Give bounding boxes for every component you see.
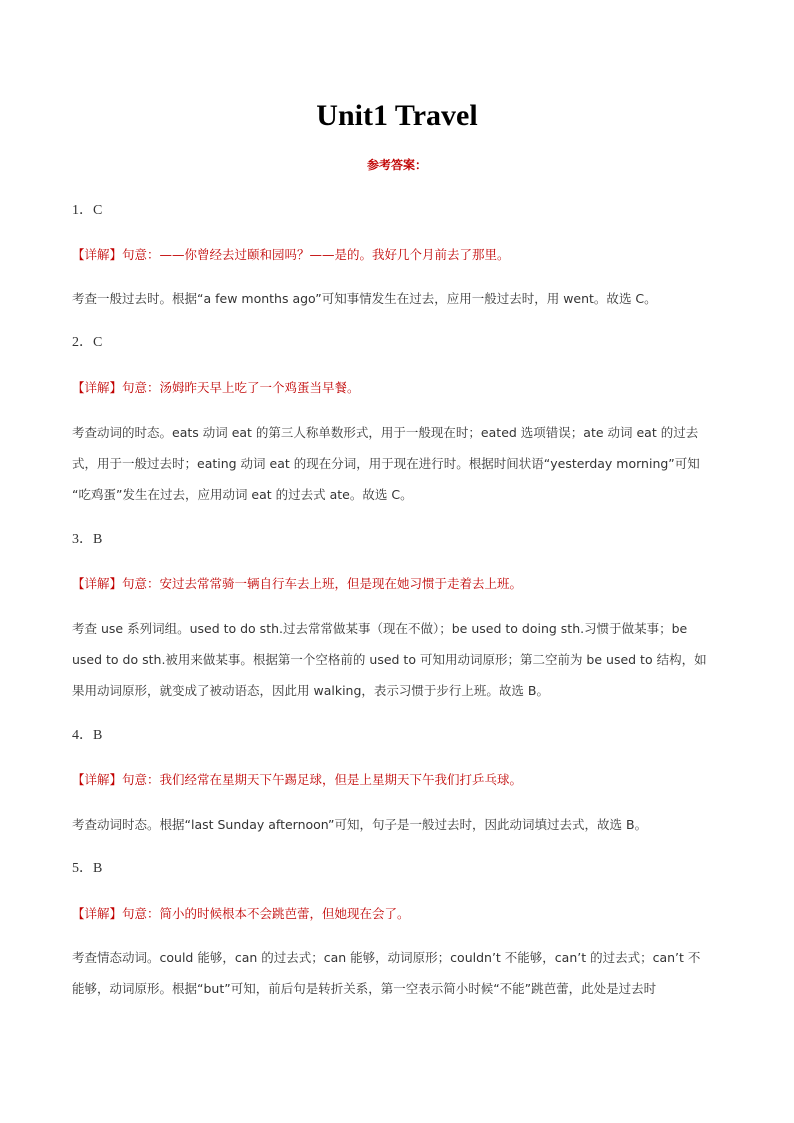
- analysis-line: “吃鸡蛋”发生在过去，应用动词 eat 的过去式 ate。故选 C。: [72, 487, 413, 502]
- translation-text: 句意：汤姆昨天早上吃了一个鸡蛋当早餐。: [122, 380, 360, 395]
- detail-tag: 【详解】: [72, 576, 123, 591]
- detail-line: [72, 905, 732, 923]
- answer-number: 1．C: [72, 203, 103, 218]
- detail-line: [72, 771, 732, 789]
- detail-line: [72, 575, 732, 593]
- translation-text: 句意：我们经常在星期天下午踢足球，但是上星期天下午我们打乒乓球。: [122, 772, 523, 787]
- answer-number: 5．B: [72, 861, 103, 876]
- translation-text: 句意：安过去常常骑一辆自行车去上班，但是现在她习惯于走着去上班。: [122, 576, 523, 591]
- analysis-line: 式，用于一般过去时；eating 动词 eat 的现在分词，用于现在进行时。根据时间状语“yesterday morning”可知: [72, 456, 700, 471]
- answer-key-heading: 参考答案：: [366, 158, 427, 172]
- analysis-line: 考查一般过去时。根据“a few months ago”可知事情发生在过去，应用一般过去时，用 went。故选 C。: [72, 291, 657, 306]
- detail-tag: 【详解】: [72, 906, 123, 921]
- answer-number: 3．B: [72, 532, 103, 547]
- detail-tag: 【详解】: [72, 772, 123, 787]
- analysis-line: 考查动词时态。根据“last Sunday afternoon”可知，句子是一般过去时，因此动词填过去式，故选 B。: [72, 817, 648, 832]
- analysis-line: 考查动词的时态。eats 动词 eat 的第三人称单数形式，用于一般现在时；eated 选项错误；ate 动词 eat 的过去: [72, 425, 699, 440]
- analysis-line: used to do sth.被用来做某事。根据第一个空格前的 used to 可知用动词原形；第二空前为 be used to 结构，如: [72, 652, 707, 667]
- page-title: Unit1 Travel: [316, 99, 478, 132]
- detail-line: [72, 379, 732, 397]
- analysis-line: 能够，动词原形。根据“but”可知，前后句是转折关系，第一空表示简小时候“不能”跳芭蕾，此处是过去时: [72, 981, 657, 996]
- answer-number: 4．B: [72, 728, 103, 743]
- analysis-line: 考查情态动词。could 能够，can 的过去式；can 能够，动词原形；couldn’t 不能够，can’t 的过去式；can’t 不: [72, 950, 701, 965]
- translation-text: 句意：简小的时候根本不会跳芭蕾，但她现在会了。: [122, 906, 410, 921]
- detail-tag: 【详解】: [72, 247, 123, 262]
- answer-number: 2．C: [72, 335, 103, 350]
- detail-tag: 【详解】: [72, 380, 123, 395]
- detail-line: [72, 246, 732, 264]
- translation-text: 句意：——你曾经去过颐和园吗？——是的。我好几个月前去了那里。: [122, 247, 510, 262]
- analysis-line: 考查 use 系列词组。used to do sth.过去常常做某事（现在不做）；be used to doing sth.习惯于做某事；be: [72, 621, 688, 636]
- analysis-line: 果用动词原形，就变成了被动语态，因此用 walking，表示习惯于步行上班。故选 B。: [72, 683, 549, 698]
